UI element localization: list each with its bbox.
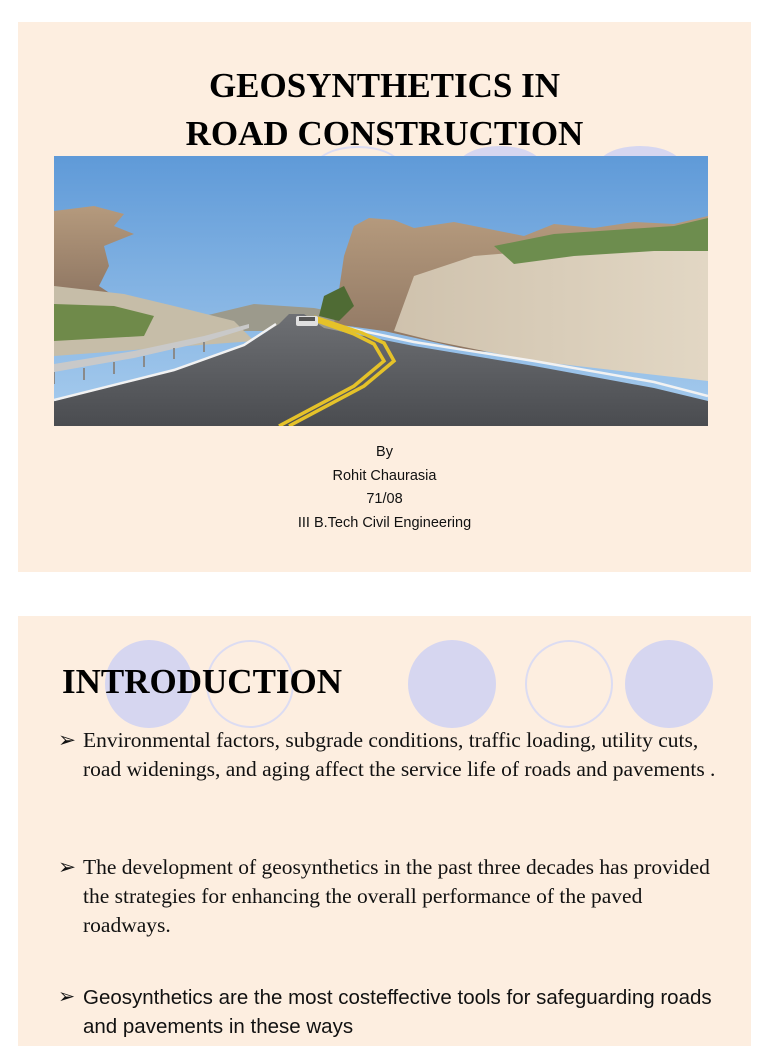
bullet-item xyxy=(58,983,718,1041)
arrow-bullet-icon: ➢ xyxy=(58,855,77,879)
section-title: INTRODUCTION xyxy=(62,662,343,701)
title-line-1: GEOSYNTHETICS IN xyxy=(208,66,561,105)
author-byline xyxy=(18,441,751,535)
author-name: Rohit Chaurasia xyxy=(332,467,437,484)
decorative-circle xyxy=(525,640,613,728)
decorative-circle xyxy=(408,640,496,728)
bullet-item xyxy=(58,853,718,940)
byline-by: By xyxy=(376,444,393,460)
bullet-text: Environmental factors, subgrade conditions, traffic loading, utility cuts, road widenings, and aging affect the service life of roads and pavements . xyxy=(83,728,716,781)
decorative-circle xyxy=(625,640,713,728)
arrow-bullet-icon: ➢ xyxy=(58,728,77,752)
roll-number: 71/08 xyxy=(366,491,403,507)
bullet-text: Geosynthetics are the most costeffective tools for safeguarding roads and pavements in these ways xyxy=(83,986,712,1038)
mountain-road-photo xyxy=(54,156,708,426)
title-line-2: ROAD CONSTRUCTION xyxy=(185,114,584,153)
course-name: III B.Tech Civil Engineering xyxy=(297,514,472,531)
bullet-text: The development of geosynthetics in the past three decades has provided the strategies for enhancing the overall performance of the paved roadways. xyxy=(83,855,710,937)
arrow-bullet-icon: ➢ xyxy=(58,986,76,1008)
title-slide xyxy=(18,22,751,572)
bullet-item xyxy=(58,726,718,784)
slide-title xyxy=(18,62,751,158)
introduction-slide xyxy=(18,616,751,1046)
